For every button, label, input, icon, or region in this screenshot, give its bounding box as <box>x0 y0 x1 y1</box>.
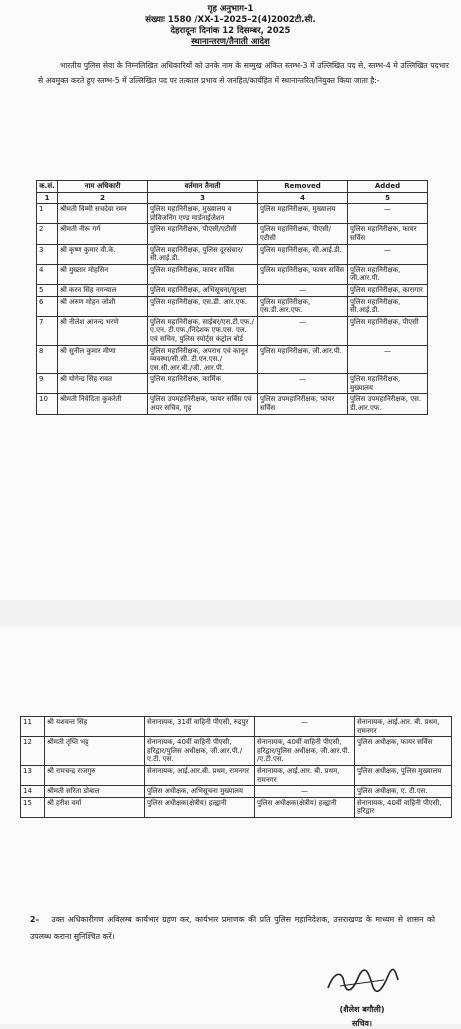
cell-current: पुलिस महानिरीक्षक, साईबर/एस.टी.एफ./ए.एन. टी.एफ./निदेशक एफ.एस. एल. एवं सचिव, पुलिस स्पोर्ट्स कंट्रोल बोर्ड <box>148 316 258 345</box>
cell-current: पुलिस महानिरीक्षक, अभिसूचना/सुरक्षा <box>148 284 258 296</box>
paragraph-text: उक्त अधिकारीगण अविलम्ब कार्यभार ग्रहण कर, कार्यभार प्रमाणक की प्रति पुलिस महानिदेशक, उत्तराखण्ड के माध्यम से शासन को उपलब्ध कराना सुनिश्चित करें। <box>30 915 435 941</box>
cell-name: श्री योगेन्द्र सिंह रावत <box>58 374 148 394</box>
col-number: 3 <box>148 192 258 204</box>
cell-current: सेनानायक, 40वीं वाहिनी पीएसी, हरिद्वार/पुलिस अधीक्षक, जी.आर.पी./ए.टी. एस. <box>145 737 255 766</box>
cell-sn: 13 <box>21 765 45 785</box>
cell-added: पुलिस महानिरीक्षक, पीएसी <box>348 316 428 345</box>
department-line: गृह अनुभाग-1 <box>207 4 254 14</box>
cell-removed: — <box>258 284 348 296</box>
signatory-name: (शैलेश बगौली) <box>339 1005 385 1014</box>
cell-sn: 9 <box>37 374 58 394</box>
cell-name: श्रीमती सरिता डोबाल <box>45 786 145 798</box>
table-row <box>37 394 428 414</box>
col-header-removed: Removed <box>258 181 348 193</box>
cell-current: सेनानायक, आई.आर.बी. प्रथम, रामनगर <box>145 765 255 785</box>
cell-sn: 5 <box>37 284 58 296</box>
page-two <box>0 626 461 1028</box>
cell-sn: 12 <box>21 737 45 766</box>
cell-removed: — <box>258 316 348 345</box>
cell-sn: 15 <box>21 797 45 817</box>
cell-removed: पुलिस अधीक्षक(क्षेत्रीय) हल्द्वानी <box>255 797 355 817</box>
transfer-table-page1 <box>36 180 428 415</box>
cell-name: श्रीमती नीरू गर्ग <box>58 224 148 244</box>
cell-sn: 14 <box>21 786 45 798</box>
cell-name: श्रीमती तृप्ति भट्ट <box>45 737 145 766</box>
cell-removed: पुलिस महानिरीक्षक, फायर सर्विस <box>258 264 348 284</box>
cell-added: पुलिस अधीक्षक, ए. टी.एस. <box>355 786 452 798</box>
cell-current: पुलिस महानिरीक्षक, मुख्यालय व प्रोविजनिंग एण्ड मार्डनाईजेशन <box>148 204 258 224</box>
cell-name: श्रीमती विम्मी सचदेवा रमन <box>58 204 148 224</box>
col-number: 1 <box>37 192 58 204</box>
cell-removed: — <box>255 786 355 798</box>
cell-name: श्री यशवन्त सिंह <box>45 717 145 737</box>
cell-added: पुलिस अधीक्षक, पुलिस मुख्यालय <box>355 765 452 785</box>
cell-name: श्री हरीश वर्मा <box>45 797 145 817</box>
cell-sn: 10 <box>37 394 58 414</box>
table-row <box>21 786 452 798</box>
cell-added: पुलिस उपमहानिरीक्षक, एस. डी.आर.एफ. <box>348 394 428 414</box>
col-number: 4 <box>258 192 348 204</box>
cell-removed: पुलिस महानिरीक्षक, मुख्यालय <box>258 204 348 224</box>
cell-name: श्री मुख्तार मोहसिन <box>58 264 148 284</box>
cell-removed: सेनानायक, 40वीं वाहिनी पीएसी, हरिद्वार/पुलिस अधीक्षक, जी.आर.पी. /ए.टी.एस. <box>255 737 355 766</box>
table-row <box>37 204 428 224</box>
col-header-current: वर्तमान तैनाती <box>148 181 258 193</box>
cell-added: — <box>348 244 428 264</box>
table-row <box>37 345 428 374</box>
cell-sn: 6 <box>37 296 58 316</box>
cell-added: सेनानायक, 40वीं वाहिनी पीएसी, हरिद्वार <box>355 797 452 817</box>
cell-added: — <box>348 204 428 224</box>
cell-removed: पुलिस महानिरीक्षक, एस.डी.आर.एफ. <box>258 296 348 316</box>
order-number: संख्याः 1580 /XX-1–2025–2(4)2002टी.सी. <box>145 15 316 25</box>
cell-sn: 2 <box>37 224 58 244</box>
table-body-page2 <box>21 717 452 818</box>
cell-current: पुलिस महानिरीक्षक, अपराध एवं कानून व्यवस्था/सी.सी. टी.एन.एस./एस.सी.आर.बी./जी. आर.पी. <box>148 345 258 374</box>
table-row <box>37 224 428 244</box>
cell-name: श्री नीलेश आनन्द भरणे <box>58 316 148 345</box>
order-title: स्थानान्तरण/तैनाती आदेश <box>191 37 270 47</box>
cell-name: श्री सुनील कुमार मीणा <box>58 345 148 374</box>
cell-added: पुलिस महानिरीक्षक, सी.आई.डी. <box>348 296 428 316</box>
table-row <box>37 296 428 316</box>
cell-added: पुलिस महानिरीक्षक, कारागार <box>348 284 428 296</box>
table-row <box>37 244 428 264</box>
cell-current: सेनानायक, 31वीं वाहिनी पीएसी, रुद्रपुर <box>145 717 255 737</box>
cell-sn: 3 <box>37 244 58 264</box>
cell-sn: 4 <box>37 264 58 284</box>
cell-name: श्री अरुण मोहन जोशी <box>58 296 148 316</box>
col-number: 5 <box>348 192 428 204</box>
cell-added: — <box>348 345 428 374</box>
cell-current: पुलिस महानिरीक्षक, फायर सर्विस <box>148 264 258 284</box>
cell-name: श्री रामचन्द्र राजगुरु <box>45 765 145 785</box>
cell-removed: पुलिस महानिरीक्षक, जी.आर.पी. <box>258 345 348 374</box>
intro-paragraph: भारतीय पुलिस सेवा के निम्नलिखित अधिकारियों को उनके नाम के सम्मुख अंकित स्तम्भ-3 में उल्लिखित पद से, स्तम्भ-4 मे उल्लिखित पदभार से अवमुक्त करते हुए स्तम्भ-5 में उल्लिखित पद पर तत्काल प्रभाव से जनहित/कार्यहित में स्थानान्तरित/नियुक्त किया जाता है:- <box>38 61 449 85</box>
cell-sn: 8 <box>37 345 58 374</box>
order-date: देहरादूनः दिनांक 12 दिसम्बर, 2025 <box>170 26 291 36</box>
col-header-name: नाम अधिकारी <box>58 181 148 193</box>
cell-added: पुलिस महानिरीक्षक, जी.आर.पी. <box>348 264 428 284</box>
table-row <box>21 717 452 737</box>
table-row <box>21 737 452 766</box>
table-row <box>21 797 452 817</box>
cell-added: पुलिस महानिरीक्षक, मुख्यालय <box>348 374 428 394</box>
table-header-row <box>37 181 428 193</box>
table-row <box>37 316 428 345</box>
cell-removed: पुलिस उपमहानिरीक्षक, फायर सर्विस <box>258 394 348 414</box>
table-row <box>37 264 428 284</box>
handwritten-signature <box>322 966 402 996</box>
paragraph-two <box>30 911 435 945</box>
cell-removed: — <box>258 374 348 394</box>
transfer-table-page2 <box>20 716 452 818</box>
table-body-page1 <box>37 204 428 414</box>
signatory-designation: सचिव। <box>351 1019 373 1028</box>
cell-current: पुलिस अधीक्षक, अभिसूचना मुख्यालय <box>145 786 255 798</box>
cell-added: पुलिस अधीक्षक, फायर सर्विस <box>355 737 452 766</box>
cell-removed: पुलिस महानिरीक्षक, पीएसी/एटीसी <box>258 224 348 244</box>
cell-sn: 7 <box>37 316 58 345</box>
cell-removed: पुलिस महानिरीक्षक, सी.आई.डी. <box>258 244 348 264</box>
col-header-added: Added <box>348 181 428 193</box>
table-row <box>21 765 452 785</box>
cell-current: पुलिस उपमहानिरीक्षक, फायर सर्विस एवं अपर सचिव, गृह <box>148 394 258 414</box>
document-header <box>0 4 461 48</box>
table-row <box>37 284 428 296</box>
cell-current: पुलिस महानिरीक्षक, पीएसी/एटीसी <box>148 224 258 244</box>
col-header-sn: क.सं. <box>37 181 58 193</box>
cell-current: पुलिस महानिरीक्षक, कार्मिक <box>148 374 258 394</box>
cell-current: पुलिस महानिरीक्षक, पुलिस दूरसंचार/सी.आई.डी. <box>148 244 258 264</box>
signature-block <box>302 966 422 1029</box>
cell-added: सेनानायक, आई.आर. बी. प्रथम, रामनगर <box>355 717 452 737</box>
cell-removed: — <box>255 717 355 737</box>
cell-current: पुलिस महानिरीक्षक, एस.डी. आर.एफ. <box>148 296 258 316</box>
cell-name: श्रीमती निवेदिता कुकरेती <box>58 394 148 414</box>
table-row <box>37 374 428 394</box>
cell-removed: सेनानायक, आई.आर. बी. प्रथम, रामनगर <box>255 765 355 785</box>
cell-name: श्री कृष्ण कुमार वी.के. <box>58 244 148 264</box>
cell-added: पुलिस महानिरीक्षक, फायर सर्विस <box>348 224 428 244</box>
cell-current: पुलिस अधीक्षक(क्षेत्रीय) हल्द्वानी <box>145 797 255 817</box>
paragraph-number: 2– <box>30 915 40 924</box>
cell-sn: 1 <box>37 204 58 224</box>
column-number-row <box>37 192 428 204</box>
col-number: 2 <box>58 192 148 204</box>
cell-name: श्री करन सिंह नगन्याल <box>58 284 148 296</box>
cell-sn: 11 <box>21 717 45 737</box>
